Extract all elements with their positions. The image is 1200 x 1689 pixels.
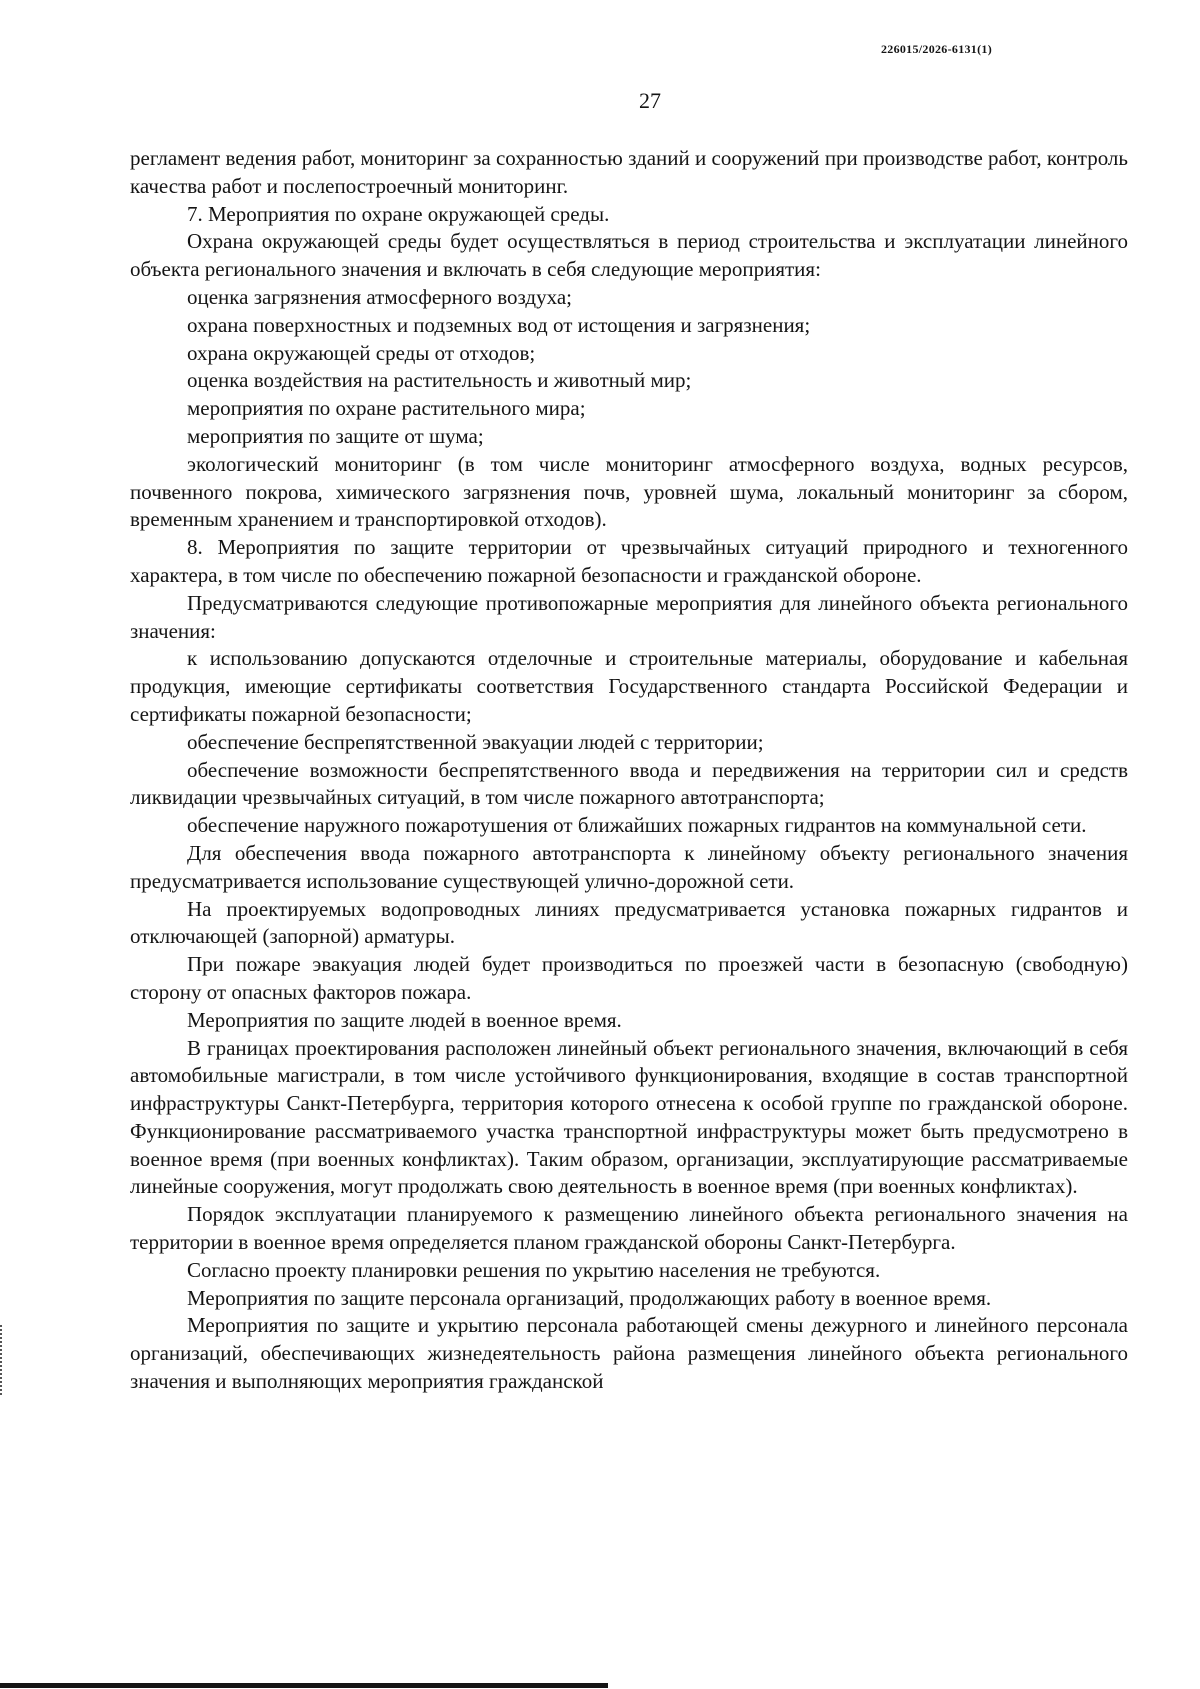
paragraph: экологический мониторинг (в том числе мониторинг атмосферного воздуха, водных ресурсов, почвенного покрова, химического загрязнения почв, уровней шума, локальный мониторинг за сбором, временным хранением и транспортировкой отходов).	[130, 451, 1128, 532]
paragraph: 8. Мероприятия по защите территории от чрезвычайных ситуаций природного и техногенного характера, в том числе по обеспечению пожарной безопасности и гражданской обороне.	[130, 535, 1128, 587]
paragraph: к использованию допускаются отделочные и строительные материалы, оборудование и кабельная продукция, имеющие сертификаты соответствия Государственного стандарта Российской Федерации и сертификаты пожарной безопасности;	[130, 646, 1128, 726]
page-number: 27	[639, 88, 661, 113]
paragraph: 7. Мероприятия по охране окружающей среды.	[187, 201, 610, 226]
paragraph: При пожаре эвакуация людей будет производиться по проезжей части в безопасную (свободную) сторону от опасных факторов пожара.	[130, 952, 1128, 1004]
paragraph: Предусматриваются следующие противопожарные мероприятия для линейного объекта регионального значения:	[130, 590, 1128, 643]
paragraph: Мероприятия по защите людей в военное время.	[187, 1007, 622, 1032]
paragraph: обеспечение беспрепятственной эвакуации людей с территории;	[187, 729, 764, 754]
paragraph: Согласно проекту планировки решения по укрытию населения не требуются.	[187, 1257, 881, 1282]
paragraph: охрана окружающей среды от отходов;	[187, 340, 536, 365]
scan-bottom-edge	[0, 1683, 608, 1688]
paragraph: оценка загрязнения атмосферного воздуха;	[187, 284, 572, 309]
document-id: 226015/2026-6131(1)	[880, 42, 992, 56]
paragraph: Охрана окружающей среды будет осуществляться в период строительства и эксплуатации линейного объекта регионального значения и включать в себя следующие мероприятия:	[130, 229, 1128, 282]
paragraph: мероприятия по охране растительного мира;	[187, 396, 586, 421]
paragraph: На проектируемых водопроводных линиях предусматривается установка пожарных гидрантов и отключающей (запорной) арматуры.	[130, 896, 1128, 949]
paragraph: регламент ведения работ, мониторинг за сохранностью зданий и сооружений при производстве работ, контроль качества работ и послепостроечный мониторинг.	[130, 146, 1128, 198]
paragraph: обеспечение наружного пожаротушения от ближайших пожарных гидрантов на коммунальной сети.	[187, 813, 1087, 838]
scan-edge-marks	[0, 1325, 5, 1395]
paragraph: Для обеспечения ввода пожарного автотранспорта к линейному объекту регионального значения предусматривается использование существующей улично-дорожной сети.	[130, 840, 1128, 893]
document-body	[130, 145, 1128, 1396]
paragraph: мероприятия по защите от шума;	[187, 423, 484, 448]
paragraph: Порядок эксплуатации планируемого к размещению линейного объекта регионального значения на территории в военное время определяется планом гражданской обороны Санкт-Петербурга.	[130, 1202, 1128, 1255]
paragraph: обеспечение возможности беспрепятственного ввода и передвижения на территории сил и средств ликвидации чрезвычайных ситуаций, в том числе пожарного автотранспорта;	[130, 757, 1128, 810]
paragraph: В границах проектирования расположен линейный объект регионального значения, включающий в себя автомобильные магистрали, в том числе устойчивого функционирования, входящие в состав транспортной инфраструктуры Санкт-Петербурга, территория которого отнесена к особой группе по гражданской обороне. Функционирование рассматриваемого участка транспортной инфраструктуры может быть предусмотрено в военное время (при военных конфликтах). Таким образом, организации, эксплуатирующие рассматриваемые линейные сооружения, могут продолжать свою деятельность в военное время (при военных конфликтах).	[130, 1035, 1128, 1199]
paragraph: Мероприятия по защите и укрытию персонала работающей смены дежурного и линейного персонала организаций, обеспечивающих жизнедеятельность района размещения линейного объекта регионального значения и выполняющих мероприятия гражданской	[130, 1313, 1128, 1394]
paragraph: Мероприятия по защите персонала организаций, продолжающих работу в военное время.	[187, 1285, 992, 1310]
paragraph: оценка воздействия на растительность и животный мир;	[187, 368, 692, 393]
paragraph: охрана поверхностных и подземных вод от истощения и загрязнения;	[187, 312, 811, 337]
